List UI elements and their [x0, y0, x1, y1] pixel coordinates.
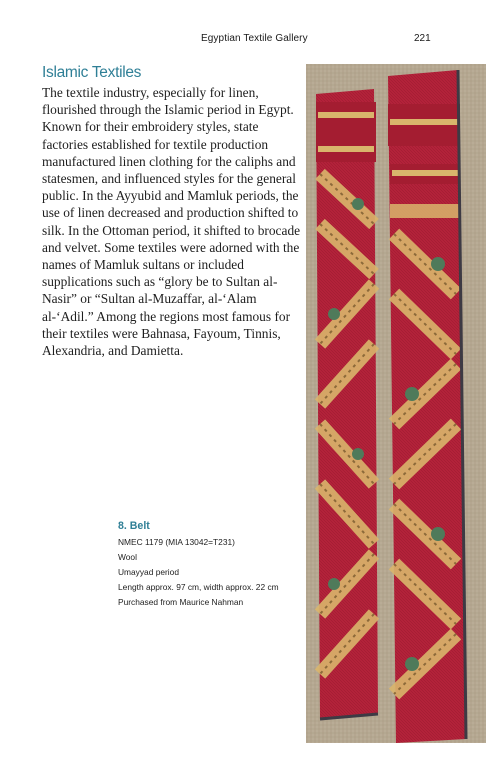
textile-strip-left	[316, 89, 378, 719]
caption-period: Umayyad period	[118, 567, 179, 577]
running-head	[0, 33, 500, 49]
textile-strip-right	[388, 70, 466, 743]
body-paragraph: The textile industry, especially for linen, flourished through the Islamic period in Egypt. Known for their embroidery styles, state factories established for textile production manufactured linen clothing for the caliphs and statesmen, and influenced styles for the general public. In the Ayyubid and Mamluk periods, the use of linen decreased and production shifted to silk. In the Ottoman period, it shifted to brocade and velvet. Some textiles were adorned with the names of Mamluk sultans or included supplications such as “glory be to Sultan al-Nasir” or “Sultan al-Muzaffar, al-‘Alam al-‘Adil.” Among the regions most famous for their textiles were Bahnasa, Fayoum, Tinnis, Alexandria, and Damietta.	[42, 85, 301, 359]
section-title: Islamic Textiles	[42, 64, 142, 81]
caption-inventory: NMEC 1179 (MIA 13042=T231)	[118, 537, 235, 547]
page-number: 221	[414, 33, 431, 44]
caption-dimensions: Length approx. 97 cm, width approx. 22 cm	[118, 582, 279, 592]
textile-illustration	[306, 64, 486, 743]
figure-caption	[118, 519, 303, 610]
caption-number: 8. Belt	[118, 520, 150, 532]
belt-photo	[306, 64, 486, 743]
caption-provenance: Purchased from Maurice Nahman	[118, 597, 244, 607]
running-title: Egyptian Textile Gallery	[201, 33, 308, 44]
caption-material: Wool	[118, 552, 137, 562]
